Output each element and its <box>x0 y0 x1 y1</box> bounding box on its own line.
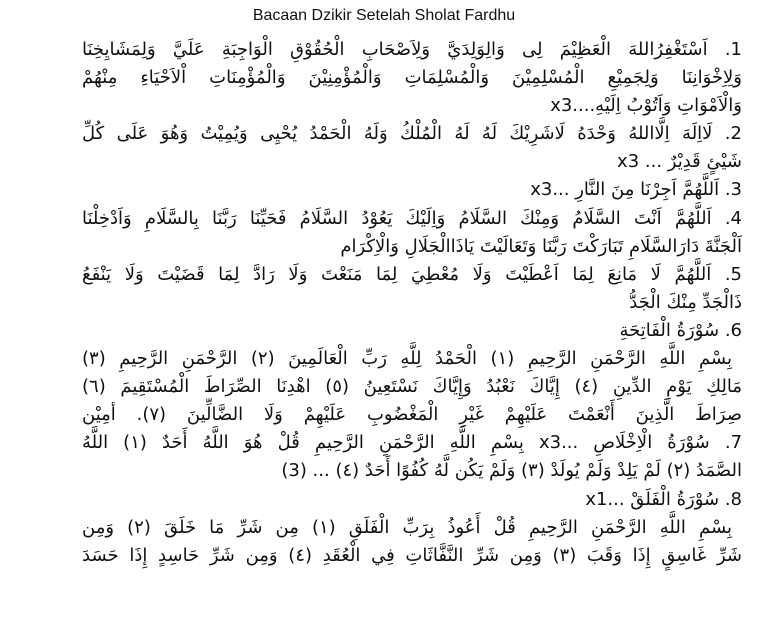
fatihah-line-3: صِرَاطَ الَّذِينَ أَنْعَمْتَ عَلَيْهِمْ غَيْرِ الْمَغْضُوبِ عَلَيْهِمْ وَلَا الضَّالِّينَ (٧). أمِيْن <box>82 404 742 426</box>
dzikir-1-line-2: وَلِاِخْوَانِنَا وَلِجَمِيْعِ الْمُسْلِمِيْنَ وَالْمُسْلِمَاتِ وَالْمُؤْمِنِيْنَ وَالْمُؤْمِنَاتِ اْلاَحْيَاءِ مِنْهُمْ <box>82 67 742 89</box>
fatihah-line-1: بِسْمِ اللَّهِ الرَّحْمَنِ الرَّحِيمِ (١) الْحَمْدُ لِلَّهِ رَبِّ الْعَالَمِينَ (٢) الرَّحْمَنِ الرَّحِيمِ (٣) <box>82 348 732 370</box>
dzikir-4-line-2: اَلْجَنَّةَ دَارَالسَّلَامِ تَبَارَكْتَ رَبَّنَا وَتَعَالَيْتَ يَاذَاالْجَلَالِ وَالْاِكْرَام <box>340 235 742 257</box>
dzikir-8-heading: 8. سُوْرَةُ الْفَلَقْ ...x1 <box>585 488 742 510</box>
document-title: Bacaan Dzikir Setelah Sholat Fardhu <box>252 7 516 24</box>
dzikir-1-line-1: 1. اَسْتَغْفِرُاللهَ الْعَظِيْمَ لِى وَالِوَلِدَيَّ وَلِاَصْحَابِ الْحُقُوْقِ الْوَاجِبَةِ عَلَيَّ وَلِمَشَايِخِنَا <box>82 39 742 60</box>
dzikir-7-line-2: الصَّمَدُ (٢) لَمْ يَلِدْ وَلَمْ يُولَدْ (٣) وَلَمْ يَكُن لَّهُ كُفُوًا أَحَدٌ (٤) ... (3) <box>281 460 742 482</box>
falaq-line-2: شَرِّ غَاسِقٍ إِذَا وَقَبَ (٣) وَمِن شَرِّ النَّفَّاثَاتِ فِي الْعُقَدِ (٤) وَمِن شَرِّ حَاسِدٍ إِذَا حَسَدَ <box>82 544 742 566</box>
dzikir-5-line-1: 5. اَللَّهُمَّ لَا مَانِعَ لِمَا اَعْطَيْتَ وَلَا مُعْطِيَ لِمَا مَنَعْتَ وَلَا رَادَّ لِمَا قَضَيْتَ وَلَا يَنْفَعُ <box>82 263 742 285</box>
dzikir-7-line-1: 7. سُوْرَةُ الْاِخْلَاصِ ...x3 بِسْمِ اللَّهِ الرَّحْمَنِ الرَّحِيمِ قُلْ هُوَ اللَّهُ أَحَدٌ (١) اللَّهُ <box>82 432 743 454</box>
falaq-line-1: بِسْمِ اللَّهِ الرَّحْمَنِ الرَّحِيمِ قُلْ أَعُوذُ بِرَبِّ الْفَلَقِ (١) مِن شَرِّ مَا خَلَقَ (٢) وَمِن <box>82 516 733 538</box>
dzikir-text <box>82 36 742 570</box>
dzikir-5-line-2: ذَالْجَدِّ مِنْكَ الْجَدُّ <box>629 291 742 313</box>
dzikir-6-heading: 6. سُوْرَةُ الْفَاتِحَةِ <box>619 319 742 341</box>
dzikir-4-line-1: 4. اَللَّهُمَّ اَنْتَ السَّلَامُ وَمِنْكَ السَّلَامُ وَاِلَيْكَ يَعُوْدُ السَّلَامُ فَحَيِّنَا رَبَّنَا بِالسَّلَامِ وَاَدْخِلْنَا <box>82 207 742 229</box>
dzikir-2-line-1: 2. لَااِلَهَ اِلَّااللهُ وَحْدَهُ لَاشَرِيْكَ لَهُ لَهُ الْمُلْكُ وَلَهُ الْحَمْدُ يُحْيِى وَيُمِيْتُ وَهُوَ عَلَى كُلِّ <box>82 123 742 145</box>
fatihah-line-2: مَالِكِ يَوْمِ الدِّينِ (٤) إِيَّاكَ نَعْبُدُ وَإِيَّاكَ نَسْتَعِينُ (٥) اهْدِنَا الصِّرَاطَ الْمُسْتَقِيمَ (٦) <box>82 376 742 398</box>
dzikir-2-line-2: شَيْئٍ قَدِيْرٌ ... x3 <box>617 151 742 173</box>
dzikir-1-line-3: وَالْاَمْوَاتِ وَاَتُوْبُ اِلَيْهِ....x3 <box>550 95 742 117</box>
dzikir-3: 3. اَللَّهُمَّ اَجِرْنَا مِنَ النَّارِ ...x3 <box>530 179 742 201</box>
